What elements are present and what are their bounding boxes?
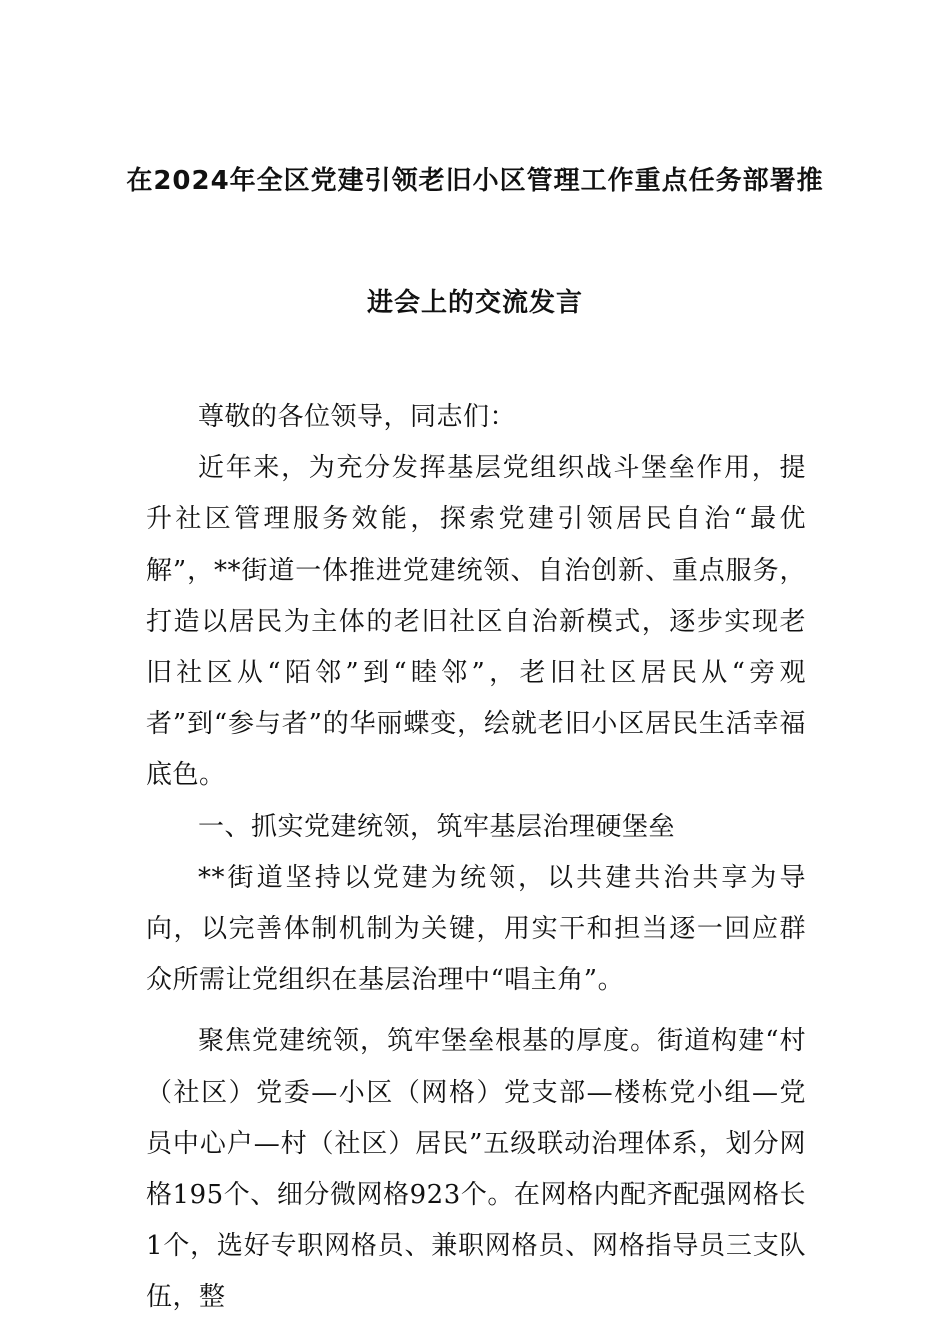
section-heading-1: 一、抓实党建统领，筑牢基层治理硬堡垒 [198, 811, 676, 842]
salutation-paragraph: 尊敬的各位领导，同志们： [198, 402, 517, 432]
document-title-line-1: 在2024年全区党建引领老旧小区管理工作重点任务部署推 [126, 166, 824, 196]
section-1-paragraph-1: **街道坚持以党建为统领，以共建共治共享为导向，以完善体制机制为关键，用实干和担当逐一回应群众所需让党组织在基层治理中“唱主角”。 [146, 862, 806, 996]
document-body [146, 392, 806, 1324]
section-1-paragraph-2: 聚焦党建统领，筑牢堡垒根基的厚度。街道构建“村（社区）党委—小区（网格）党支部—楼栋党小组—党员中心户—村（社区）居民”五级联动治理体系，划分网格195个、细分微网格923个。在网格内配齐配强网格长1个，选好专职网格员、兼职网格员、网格指导员三支队伍，整 [146, 1026, 806, 1313]
document-title-line-2: 进会上的交流发言 [366, 288, 583, 318]
intro-paragraph: 近年来，为充分发挥基层党组织战斗堡垒作用，提升社区管理服务效能，探索党建引领居民自治“最优解”，**街道一体推进党建统领、自治创新、重点服务，打造以居民为主体的老旧社区自治新模式，逐步实现老旧社区从“陌邻”到“睦邻”，老旧社区居民从“旁观者”到“参与者”的华丽蝶变，绘就老旧小区居民生活幸福底色。 [146, 453, 806, 791]
